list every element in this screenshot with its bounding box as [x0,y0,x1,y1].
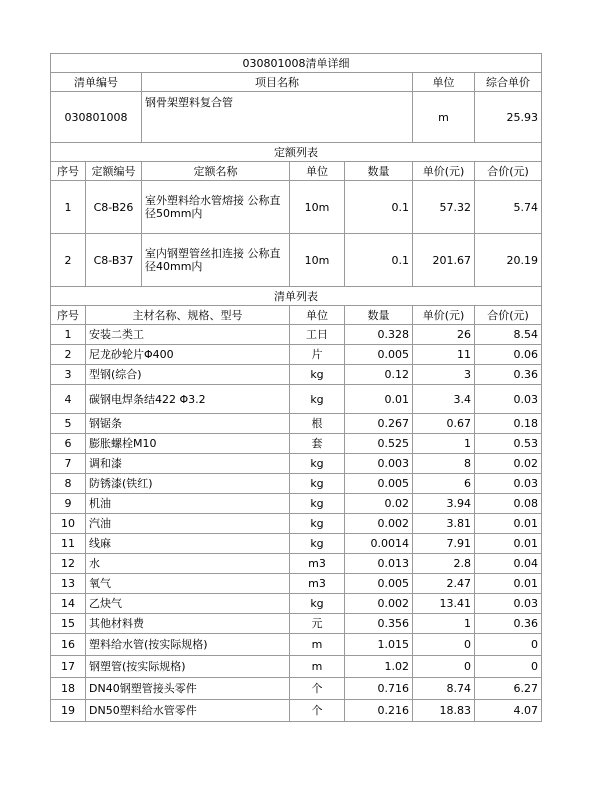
material-total: 6.27 [475,678,542,700]
material-total: 0 [475,656,542,678]
material-row [51,656,542,678]
material-no: 14 [51,594,86,614]
material-no: 8 [51,474,86,494]
material-price: 13.41 [413,594,475,614]
material-no: 1 [51,325,86,345]
material-name: 线麻 [86,534,290,554]
material-price: 0 [413,634,475,656]
material-name: 调和漆 [86,454,290,474]
material-no: 17 [51,656,86,678]
material-price-header: 单价(元) [413,306,475,325]
material-no: 5 [51,414,86,434]
material-unit: kg [290,474,345,494]
material-name: 其他材料费 [86,614,290,634]
material-name: 钢锯条 [86,414,290,434]
material-price: 6 [413,474,475,494]
material-name: DN50塑料给水管零件 [86,700,290,722]
material-qty: 0.01 [345,385,413,414]
material-qty: 1.015 [345,634,413,656]
material-unit: 个 [290,678,345,700]
material-name: 安装二类工 [86,325,290,345]
material-qty: 0.216 [345,700,413,722]
material-total-header: 合价(元) [475,306,542,325]
material-name: 氧气 [86,574,290,594]
material-unit: m [290,634,345,656]
material-qty: 0.356 [345,614,413,634]
quota-row: 2 C8-B37 室内钢塑管丝扣连接 公称直径40mm内 10m 0.1 201.67 20.19 [51,234,542,287]
material-no: 6 [51,434,86,454]
material-qty: 1.02 [345,656,413,678]
material-name: 汽油 [86,514,290,534]
bill-name: 钢骨架塑料复合管 [142,92,413,143]
material-row [51,494,542,514]
material-no: 12 [51,554,86,574]
material-name: 尼龙砂轮片Φ400 [86,345,290,365]
material-section-title: 清单列表 [51,287,542,306]
material-row [51,534,542,554]
material-qty: 0.005 [345,345,413,365]
quota-section-title: 定额列表 [51,143,542,162]
material-unit-header: 单位 [290,306,345,325]
material-row [51,678,542,700]
material-price: 0.67 [413,414,475,434]
material-price: 18.83 [413,700,475,722]
quota-total-header: 合价(元) [475,162,542,181]
material-no: 15 [51,614,86,634]
material-unit: kg [290,514,345,534]
bill-price: 25.93 [475,92,542,143]
material-row [51,454,542,474]
quota-row: 1 C8-B26 室外塑料给水管熔接 公称直径50mm内 10m 0.1 57.32 5.74 [51,181,542,234]
material-total: 0.08 [475,494,542,514]
material-unit: m [290,656,345,678]
material-qty: 0.002 [345,514,413,534]
material-price: 11 [413,345,475,365]
material-total: 0.03 [475,594,542,614]
material-no: 19 [51,700,86,722]
quota-price-header: 单价(元) [413,162,475,181]
material-total: 0.01 [475,534,542,554]
material-name: 钢塑管(按实际规格) [86,656,290,678]
material-qty: 0.0014 [345,534,413,554]
material-price: 3 [413,365,475,385]
material-name: DN40钢塑管接头零件 [86,678,290,700]
material-no: 16 [51,634,86,656]
material-price: 7.91 [413,534,475,554]
material-unit: kg [290,365,345,385]
material-total: 0.04 [475,554,542,574]
material-qty: 0.02 [345,494,413,514]
material-unit: kg [290,494,345,514]
material-name: 机油 [86,494,290,514]
material-total: 0.01 [475,574,542,594]
material-total: 0.36 [475,614,542,634]
material-name: 型钢(综合) [86,365,290,385]
material-qty: 0.013 [345,554,413,574]
material-price: 8 [413,454,475,474]
material-total: 0.36 [475,365,542,385]
material-price: 0 [413,656,475,678]
material-no-header: 序号 [51,306,86,325]
table-title: 030801008清单详细 [51,54,542,73]
quota-name-header: 定额名称 [142,162,290,181]
material-row [51,345,542,365]
material-row [51,385,542,414]
material-row [51,574,542,594]
material-no: 18 [51,678,86,700]
bill-detail-table [50,53,542,722]
material-row [51,414,542,434]
material-row [51,554,542,574]
material-qty: 0.005 [345,474,413,494]
material-price: 1 [413,614,475,634]
material-qty: 0.002 [345,594,413,614]
material-qty: 0.525 [345,434,413,454]
material-unit: 工日 [290,325,345,345]
material-qty-header: 数量 [345,306,413,325]
material-name: 碳钢电焊条结422 Φ3.2 [86,385,290,414]
material-no: 11 [51,534,86,554]
material-row [51,594,542,614]
material-price: 3.81 [413,514,475,534]
material-name: 防锈漆(铁红) [86,474,290,494]
material-row [51,474,542,494]
material-no: 10 [51,514,86,534]
material-name-header: 主材名称、规格、型号 [86,306,290,325]
material-unit: kg [290,454,345,474]
material-total: 0.01 [475,514,542,534]
material-unit: m3 [290,574,345,594]
bill-price-header: 综合单价 [475,73,542,92]
material-unit: kg [290,594,345,614]
material-total: 0.03 [475,385,542,414]
bill-code-header: 清单编号 [51,73,142,92]
material-total: 4.07 [475,700,542,722]
quota-no-header: 序号 [51,162,86,181]
material-price: 2.8 [413,554,475,574]
bill-code: 030801008 [51,92,142,143]
material-unit: m3 [290,554,345,574]
material-row [51,634,542,656]
material-unit: kg [290,534,345,554]
material-total: 0 [475,634,542,656]
material-row [51,514,542,534]
material-unit: 元 [290,614,345,634]
material-qty: 0.328 [345,325,413,345]
material-price: 26 [413,325,475,345]
material-total: 8.54 [475,325,542,345]
quota-qty-header: 数量 [345,162,413,181]
material-price: 3.94 [413,494,475,514]
quota-unit-header: 单位 [290,162,345,181]
material-no: 2 [51,345,86,365]
quota-code-header: 定额编号 [86,162,142,181]
material-no: 3 [51,365,86,385]
material-total: 0.03 [475,474,542,494]
material-price: 3.4 [413,385,475,414]
material-unit: kg [290,385,345,414]
material-unit: 套 [290,434,345,454]
material-qty: 0.005 [345,574,413,594]
bill-unit: m [413,92,475,143]
material-no: 4 [51,385,86,414]
material-qty: 0.267 [345,414,413,434]
material-total: 0.53 [475,434,542,454]
material-row [51,325,542,345]
material-unit: 片 [290,345,345,365]
material-no: 7 [51,454,86,474]
material-price: 1 [413,434,475,454]
material-total: 0.18 [475,414,542,434]
material-price: 8.74 [413,678,475,700]
material-name: 水 [86,554,290,574]
material-unit: 个 [290,700,345,722]
material-name: 塑料给水管(按实际规格) [86,634,290,656]
material-no: 9 [51,494,86,514]
material-unit: 根 [290,414,345,434]
material-total: 0.02 [475,454,542,474]
material-row [51,434,542,454]
material-qty: 0.716 [345,678,413,700]
material-qty: 0.12 [345,365,413,385]
material-total: 0.06 [475,345,542,365]
material-row [51,365,542,385]
material-row [51,614,542,634]
bill-unit-header: 单位 [413,73,475,92]
material-qty: 0.003 [345,454,413,474]
material-row [51,700,542,722]
material-no: 13 [51,574,86,594]
material-name: 膨胀螺栓M10 [86,434,290,454]
bill-name-header: 项目名称 [142,73,413,92]
material-name: 乙炔气 [86,594,290,614]
material-price: 2.47 [413,574,475,594]
